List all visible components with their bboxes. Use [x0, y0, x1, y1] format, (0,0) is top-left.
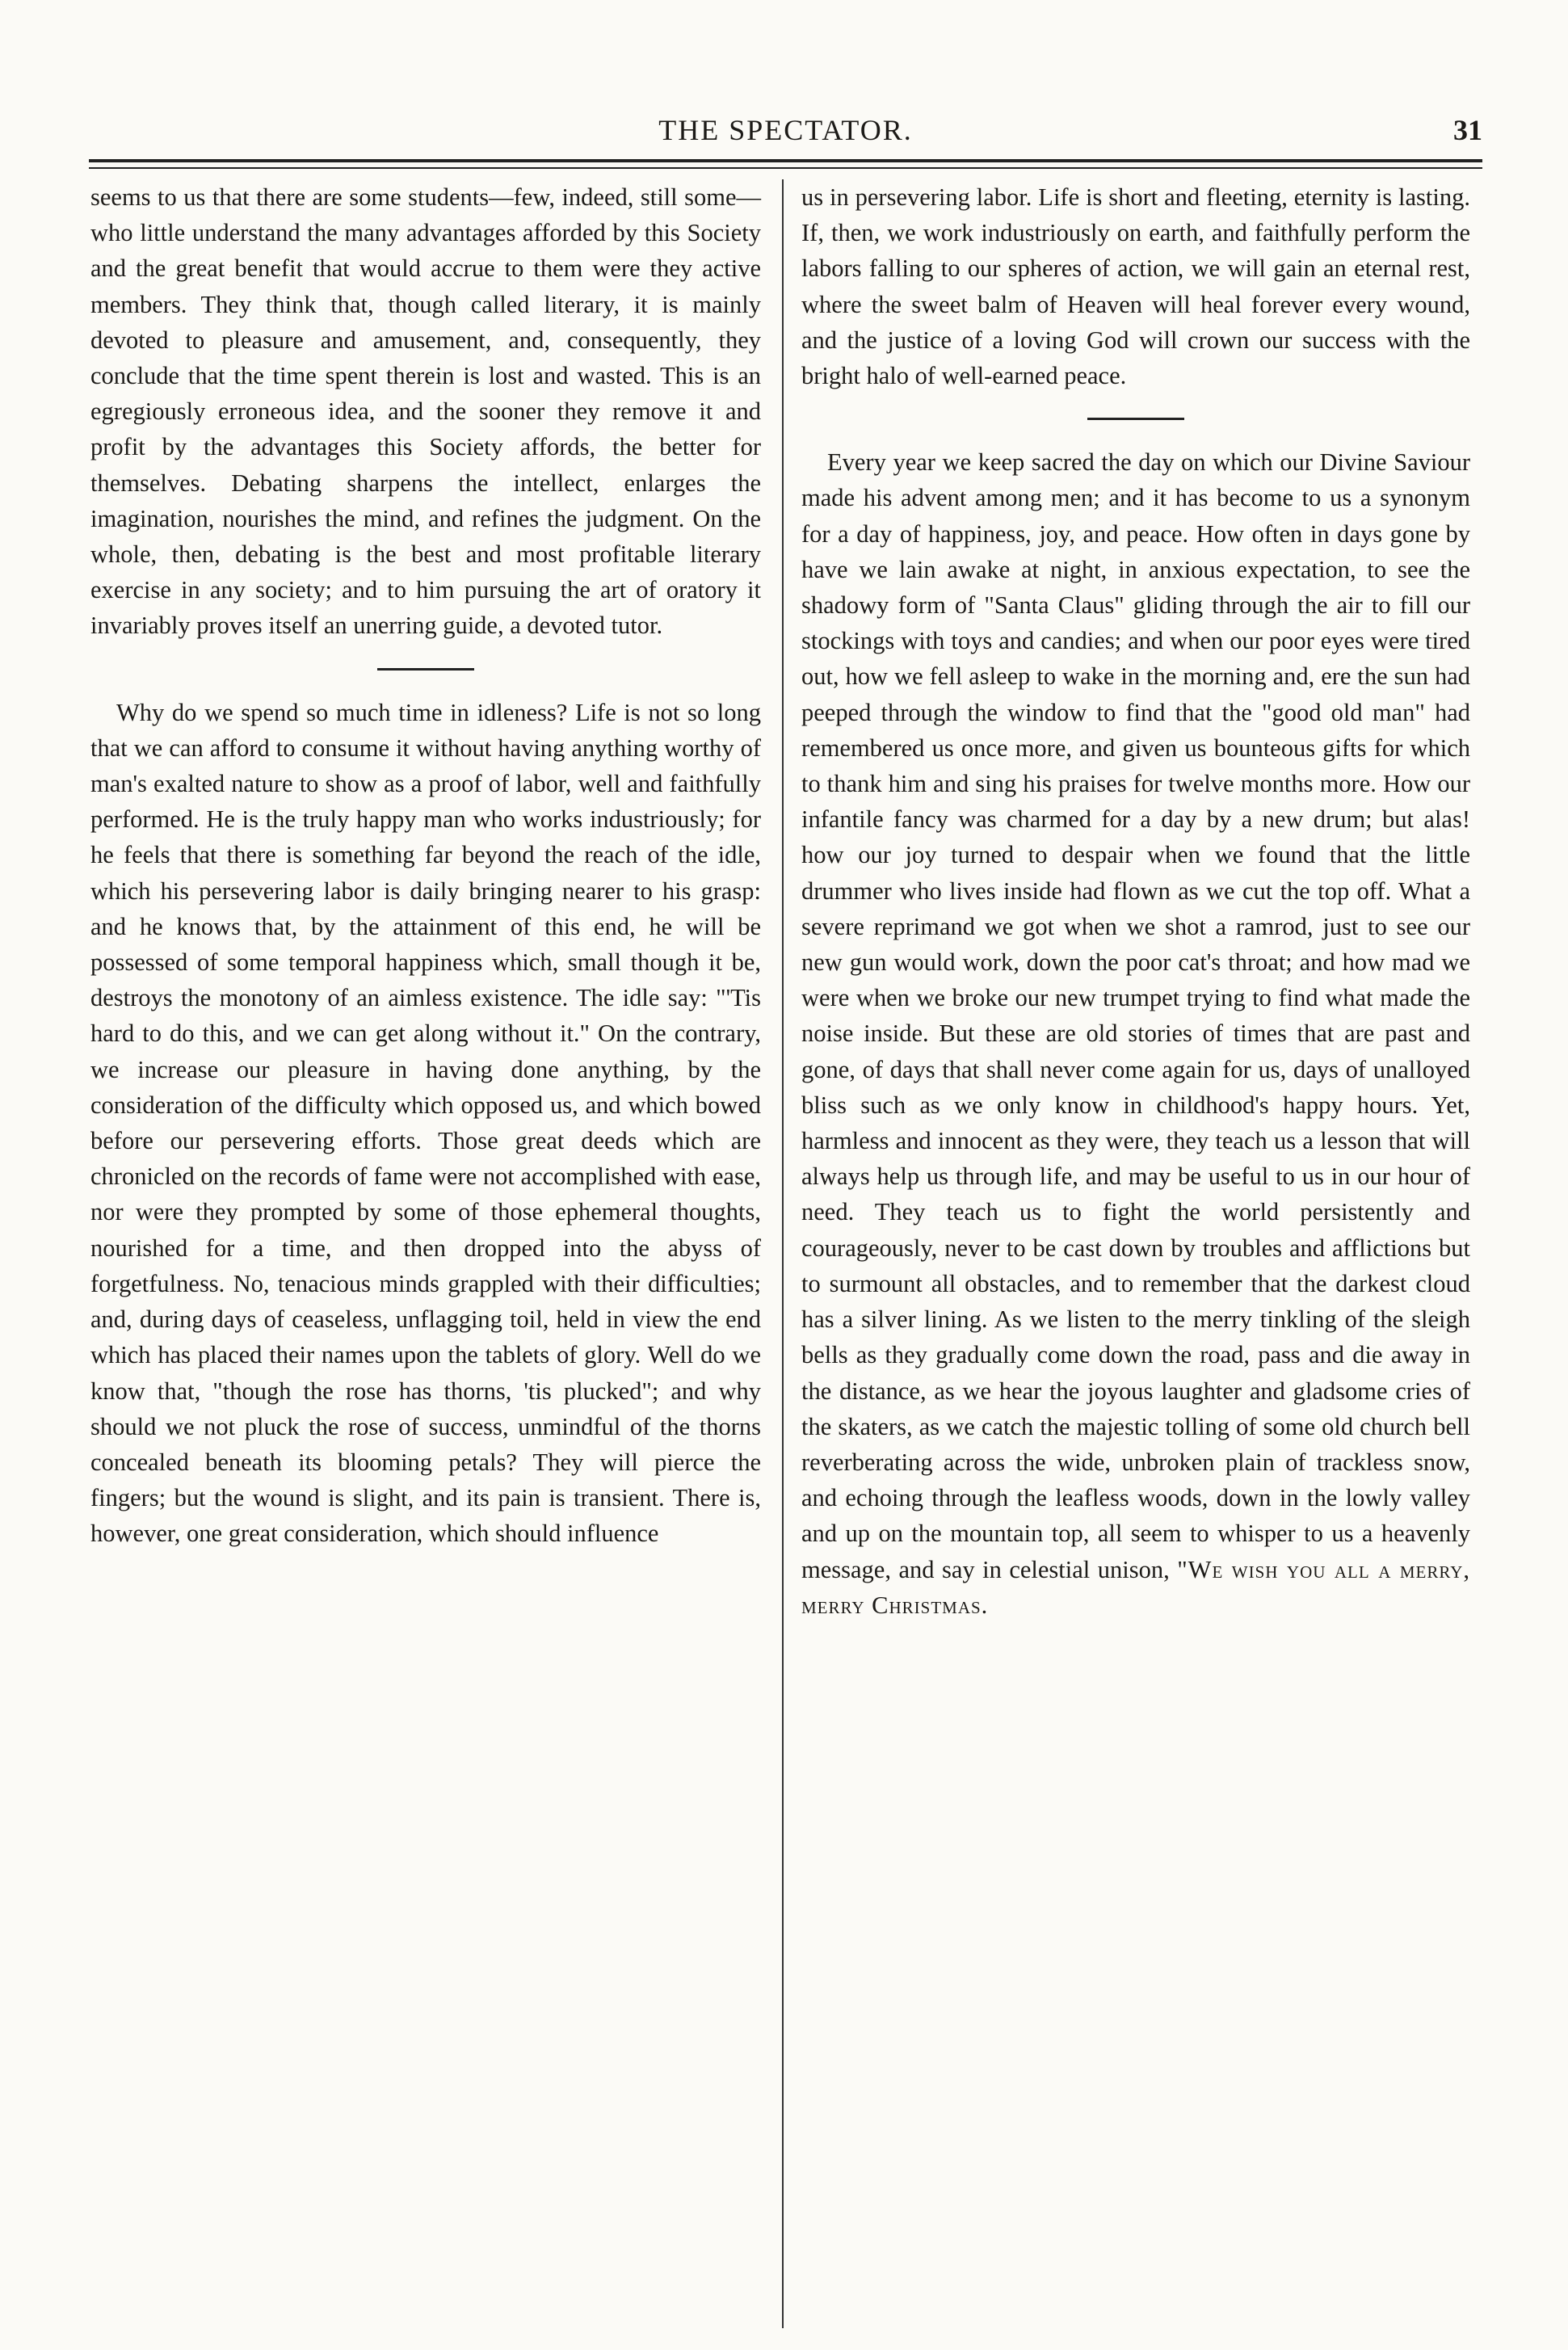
- christmas-greeting: "We wish you all a merry, merry Christmas.: [801, 1555, 1470, 1619]
- header-rule-thick: [89, 159, 1482, 162]
- header-rule-thin: [89, 167, 1482, 169]
- article-paragraph-perseverance: us in persevering labor. Life is short and fleeting, eternity is lasting. If, then, we work industriously on earth, and faithfully perform the labors falling to our spheres of action, we will gain an eternal rest, where the sweet balm of Heaven will heal forever every wound, and the justice of a loving God will crown our success with the bright halo of well-earned peace.: [801, 183, 1470, 390]
- right-column: [801, 179, 1470, 1623]
- article-paragraph-debating: seems to us that there are some students—few, indeed, still some—who little understand the many advantages afforded by this Society and the great benefit that would accrue to them were they active members. They think that, though called literary, it is mainly devoted to pleasure and amusement, and, consequently, they conclude that the time spent therein is lost and wasted. This is an egregiously erroneous idea, and the sooner they remove it and profit by the advantages this Society affords, the better for themselves. Debating sharpens the intellect, enlarges the imagination, nourishes the mind, and refines the judgment. On the whole, then, debating is the best and most profitable literary exercise in any society; and to him pursuing the art of oratory it invariably proves itself an unerring guide, a devoted tutor.: [90, 183, 761, 640]
- section-separator: [1087, 418, 1184, 420]
- article-paragraph-idleness: Why do we spend so much time in idleness? Life is not so long that we can afford to consume it without having anything worthy of man's exalted nature to show as a proof of labor, well and faithfully performed. He is the truly happy man who works industriously; for he feels that there is something far beyond the reach of the idle, which his persevering labor is daily bringing nearer to his grasp: and he knows that, by the attainment of this end, he will be possessed of some temporal happiness which, small though it be, destroys the monotony of an aimless existence. The idle say: "'Tis hard to do this, and we can get along without it." On the contrary, we increase our pleasure in having done anything, by the consideration of the difficulty which opposed us, and which bowed before our persevering efforts. Those great deeds which are chronicled on the records of fame were not accomplished with ease, nor were they prompted by some of those ephemeral thoughts, nourished for a time, and then dropped into the abyss of forgetfulness. No, tenacious minds grappled with their difficulties; and, during days of ceaseless, unflagging toil, held in view the end which has placed their names upon the tablets of glory. Well do we know that, "though the rose has thorns, 'tis plucked"; and why should we not pluck the rose of success, unmindful of the thorns concealed beneath its blooming petals? They will pierce the fingers; but the wound is slight, and its pain is transient. There is, however, one great consideration, which should influence: [90, 698, 761, 1548]
- section-separator: [377, 668, 474, 671]
- publication-title: THE SPECTATOR.: [658, 114, 913, 146]
- page-number: 31: [1453, 114, 1482, 146]
- article-paragraph-christmas: [801, 444, 1470, 1623]
- running-head: [89, 113, 1482, 153]
- column-divider: [782, 179, 784, 2328]
- left-column: [90, 179, 761, 1552]
- christmas-body-text: Every year we keep sacred the day on which our Divine Saviour made his advent among men; and it has become to us a synonym for a day of happiness, joy, and peace. How often in days gone by have we lain awake at night, in anxious expectation, to see the shadowy form of "Santa Claus" gliding through the air to fill our stockings with toys and candies; and when our poor eyes were tired out, how we fell asleep to wake in the morning and, ere the sun had peeped through the window to find that the "good old man" had remembered us once more, and given us bounteous gifts for which to thank him and sing his praises for twelve months more. How our infantile fancy was charmed for a day by a new drum; but alas! how our joy turned to despair when we found that the little drummer who lives inside had flown as we cut the top off. What a severe reprimand we got when we shot a ramrod, just to see our new gun would work, down the poor cat's throat; and how mad we were when we broke our new trumpet trying to find what made the noise inside. But these are old stories of times that are past and gone, of days that shall never come again for us, days of unalloyed bliss such as we only know in childhood's happy hours. Yet, harmless and innocent as they were, they teach us a lesson that will always help us through life, and may be useful to us in our hour of need. They teach us to fight the world persistently and courageously, never to be cast down by troubles and afflictions but to surmount all obstacles, and to remember that the darkest cloud has a silver lining. As we listen to the merry tinkling of the sleigh bells as they gradually come down the road, pass and die away in the distance, as we hear the joyous laughter and gladsome cries of the skaters, as we catch the majestic tolling of some old church bell reverberating across the wide, unbroken plain of trackless snow, and echoing through the leafless woods, down in the lowly valley and up on the mountain top, all seem to whisper to us a heavenly message, and say in celestial unison,: [801, 448, 1470, 1583]
